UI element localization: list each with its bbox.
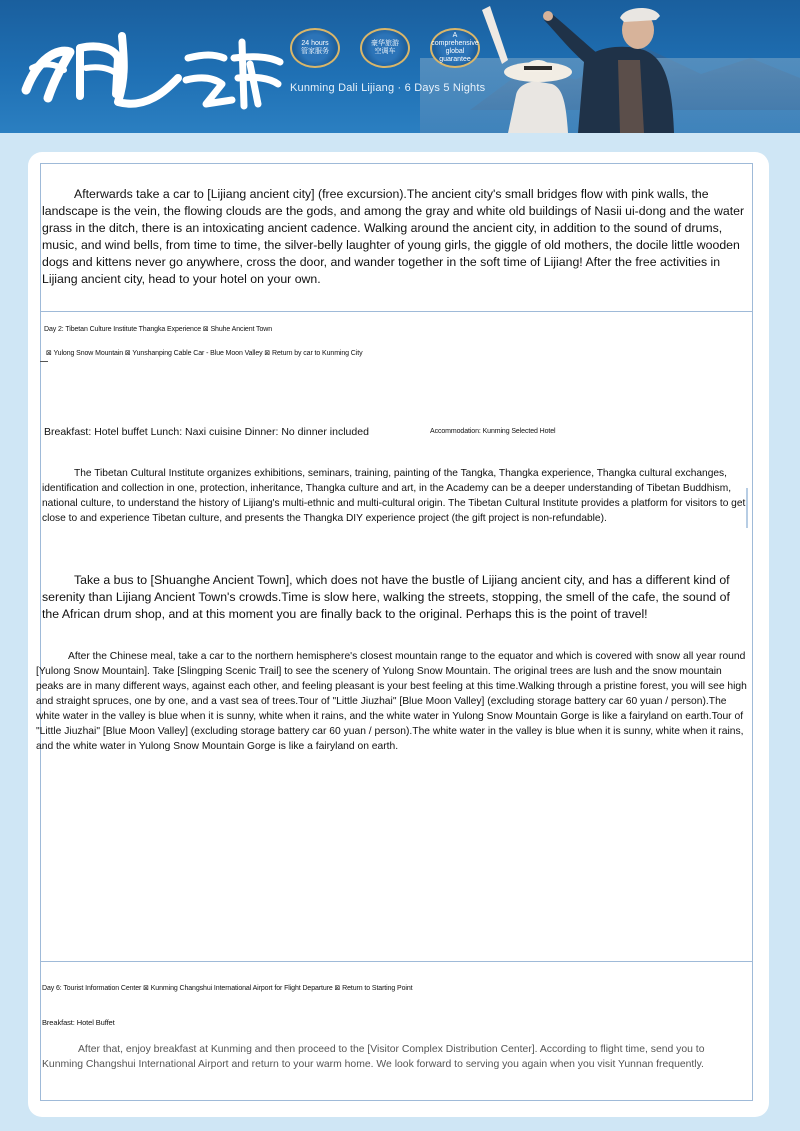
badge-line: global guarantee [439,48,471,63]
badge-24h-service [290,28,340,68]
badge-line: 24 hours [301,40,329,47]
day6-section-frame [40,961,753,1101]
itinerary-card [28,152,769,1117]
badge-line: 豪华旅游 [371,40,399,47]
scroll-marker [746,488,748,528]
badge-luxury-coach [360,28,410,68]
day6-departure-paragraph: After that, enjoy breakfast at Kunming and then proceed to the [Visitor Complex Distribution Center]. According to flight time, send you to Kunming Changshui International Airport and return to your warm home. We look forward to serving you again when you visit Yunnan frequently. [42,1044,705,1070]
travelers-photo [468,0,728,133]
day2-meals: Breakfast: Hotel buffet Lunch: Naxi cuisine Dinner: No dinner included [44,426,369,438]
day2-title-line1: Day 2: Tibetan Culture Institute Thangka Experience ⊠ Shuhe Ancient Town [44,326,272,333]
day2-thangka-paragraph: The Tibetan Cultural Institute organizes exhibitions, seminars, training, painting of the Tangka, Thangka experience, Thangka cultural exchanges, identification and collection in one, protection, inheritance, Thangka culture and art, in the Academy can be a deeper understanding of Tibetan Buddhism, national culture, to understand the history of Lijiang's multi-ethnic and multi-cultural origin. The Tibetan Cultural Institute provides a platform for visitors to get close to and experience Tibetan culture, and presents the Thangka DIY experience project (the gift project is non-refundable). [42,468,746,524]
badge-row [290,28,480,68]
intro-paragraph: Afterwards take a car to [Lijiang ancient city] (free excursion).The ancient city's small bridges flow with pink walls, the landscape is the vein, the flowing clouds are the gods, and among the gray and white old buildings of Nasii ui-dong and the water grass in the ditch, there is an intoxicating ancient cadence. Walking around the ancient city, in addition to the sound of drums, music, and wind bells, from time to time, the silver-belly laughter of young girls, the giggle of old mothers, the docile little wooden dogs and kittens never go anywhere, cross the door, and wander together in the soft time of Lijiang! After the free activities in Lijiang ancient city, head to your hotel on your own. [42,187,745,286]
day2-accommodation: Accommodation: Kunming Selected Hotel [430,428,556,435]
header-banner [0,0,800,133]
day6-title: Day 6: Tourist Information Center ⊠ Kunming Changshui International Airport for Flight Departure ⊠ Return to Starting Point [42,985,413,992]
day2-snow-mountain-paragraph: After the Chinese meal, take a car to the northern hemisphere's closest mountain range to the equator and which is covered with snow all year round [Yulong Snow Mountain]. Take [Slingping Scenic Trail] to see the scenery of Yulong Snow Mountain. The original trees are lush and the snow mountain peaks are in many different ways, against each other, and feeling pleasant is your best feeling at this time.Walking through a pristine forest, you will see high and straight spruces, one by one, and a vast sea of trees.Tour of "Little Jiuzhai" [Blue Moon Valley] (excluding storage battery car 60 yuan / person).The white water in the valley is blue when it is sunny, white when it rains, and the white water in Yulong Snow Mountain Gorge is like a fairyland on earth.Tour of "Little Jiuzhai" [Blue Moon Valley] (excluding storage battery car 60 yuan / person).The white water in the valley is blue when it is sunny, white when it rains, and the white water in Yulong Snow Mountain Gorge is like a fairyland on earth. [36,651,747,752]
day2-section-frame [40,311,753,962]
badge-line: 管家服务 [301,48,329,55]
tour-subtitle: Kunming Dali Lijiang · 6 Days 5 Nights [290,82,486,94]
day2-title-underline [40,361,48,362]
logo-text: 魄 云南 [18,5,71,22]
day2-title-line2: ⊠ Yulong Snow Mountain ⊠ Yunshanping Cable Car - Blue Moon Valley ⊠ Return by car to Kunming City [46,350,363,357]
day2-shuhe-paragraph: Take a bus to [Shuanghe Ancient Town], which does not have the bustle of Lijiang ancient city, and has a different kind of serenity than Lijiang Ancient Town's crowds.Time is slow here, walking the streets, stopping, the smell of the cafe, the sound of the African drum shop, and at this moment you are finally back to the original. Perhaps this is the point of travel! [42,573,730,621]
badge-line: A comprehensive [431,32,479,47]
brand-logo [18,5,288,118]
badge-line: 空调车 [374,48,396,55]
day6-meals: Breakfast: Hotel Buffet [42,1018,115,1027]
